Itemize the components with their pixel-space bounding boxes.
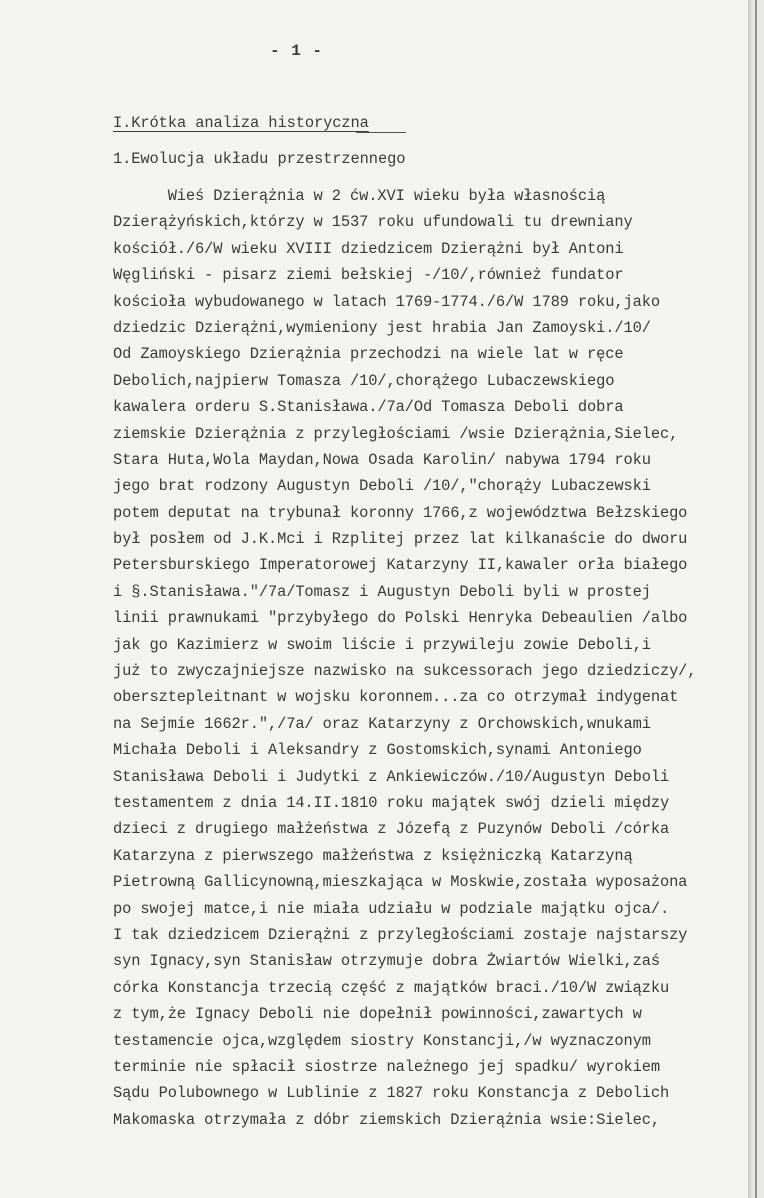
text-line: obersztерleitnant w wojsku koronnem...za co otrzymał indygenat — [113, 688, 679, 707]
text-line: dziedzic Dzierążni,wymieniony jest hrabia Jan Zamoyski./10/ — [113, 318, 651, 337]
text-line: córka Konstancja trzecią część z majątków braci./10/W związku — [113, 978, 670, 997]
text-line: Stara Huta,Wola Maydan,Nowa Osada Karolin/ nabywa 1794 roku — [113, 450, 651, 469]
text-line: Katarzyna z pierwszego małżeństwa z księżniczką Katarzyną — [113, 846, 633, 865]
text-line: Od Zamoyskiego Dzierążnia przechodzi na wiele lat w ręce — [113, 345, 624, 364]
text-line: Dzierążyńskich,którzy w 1537 roku ufundowali tu drewniany — [113, 213, 633, 232]
text-line: i §.Stanisława."/7a/Tomasz i Augustyn Deboli byli w prostej — [113, 582, 651, 601]
text-line: Sądu Polubownego w Lublinie z 1827 roku Konstancja z Debolich — [113, 1084, 670, 1103]
text-line: linii prawnukami "przybyłego do Polski Henryka Debeaulien /albo — [113, 609, 688, 628]
text-line: Debolich,najpierw Tomasza /10/,chorążego Lubaczewskiego — [113, 371, 615, 390]
text-line: ziemskie Dzierążnia z przyległościami /wsie Dzierążnia,Sielec, — [113, 424, 679, 443]
text-line: był posłem od J.K.Mci i Rzplitej przez lat kilkanaście do dworu — [113, 530, 688, 549]
text-line: jak go Kazimierz w swoim liście i przywileju zowie Deboli,i — [113, 635, 651, 654]
text-line: Pietrowną Gallicynowną,mieszkająca w Moskwie,została wyposażona — [113, 873, 688, 892]
heading-underline-extension — [356, 132, 406, 133]
text-line: z tym,że Ignacy Deboli nie dopełnił powinności,zawartych w — [113, 1005, 642, 1024]
text-line: kościoła wybudowanego w latach 1769-1774./6/W 1789 roku,jako — [113, 292, 660, 311]
body-text — [113, 183, 696, 1133]
page-edge-shadow — [748, 0, 755, 1198]
text-line: testamencie ojca,względem siostry Konstancji,/w wyznaczonym — [113, 1031, 651, 1050]
text-line: kościół./6/W wieku XVIII dziedzicem Dzierążni był Antoni — [113, 239, 624, 258]
text-line: Michała Deboli i Aleksandry z Gostomskich,synami Antoniego — [113, 741, 642, 760]
text-line: dzieci z drugiego małżeństwa z Józefą z Puzynów Deboli /córka — [113, 820, 670, 839]
subsection-heading: 1.Ewolucja układu przestrzennego — [113, 150, 406, 168]
text-line: potem deputat na trybunał koronny 1766,z województwa Bełzskiego — [113, 503, 688, 522]
text-line: po swojej matce,i nie miała udziału w podziale majątku ojca/. — [113, 899, 670, 918]
page-number: - 1 - — [270, 42, 324, 60]
text-line: testamentem z dnia 14.II.1810 roku majątek swój dzieli między — [113, 793, 670, 812]
text-line: kawalera orderu S.Stanisława./7a/Od Tomasza Deboli dobra — [113, 398, 624, 417]
text-line: Petersburskiego Imperatorowej Katarzyny II,kawaler orła białego — [113, 556, 688, 575]
text-line: Makomaska otrzymała z dóbr ziemskich Dzierążnia wsie:Sielec, — [113, 1110, 660, 1129]
text-line: już to zwyczajniejsze nazwisko na sukcessorach jego dziedziczy/, — [113, 662, 697, 681]
text-line: na Sejmie 1662r.",/7a/ oraz Katarzyny z Orchowskich,wnukami — [113, 714, 651, 733]
text-line: terminie nie spłacił siostrze należnego jej spadku/ wyrokiem — [113, 1057, 660, 1076]
text-line: I tak dziedzicem Dzierążni z przyległościami zostaje najstarszy — [113, 925, 688, 944]
text-line: Wieś Dzierążnia w 2 ćw.XVI wieku była własnością — [113, 187, 606, 205]
text-line: Węgliński - pisarz ziemi bełskiej -/10/,również fundator — [113, 266, 624, 285]
text-line: syn Ignacy,syn Stanisław otrzymuje dobra Żwiartów Wielki,zaś — [113, 952, 660, 971]
text-line: Stanisława Deboli i Judytki z Ankiewiczów./10/Augustyn Deboli — [113, 767, 670, 786]
section-heading: I.Krótka analiza historyczna — [113, 114, 369, 132]
text-line: jego brat rodzony Augustyn Deboli /10/,"chorąży Lubaczewski — [113, 477, 651, 496]
